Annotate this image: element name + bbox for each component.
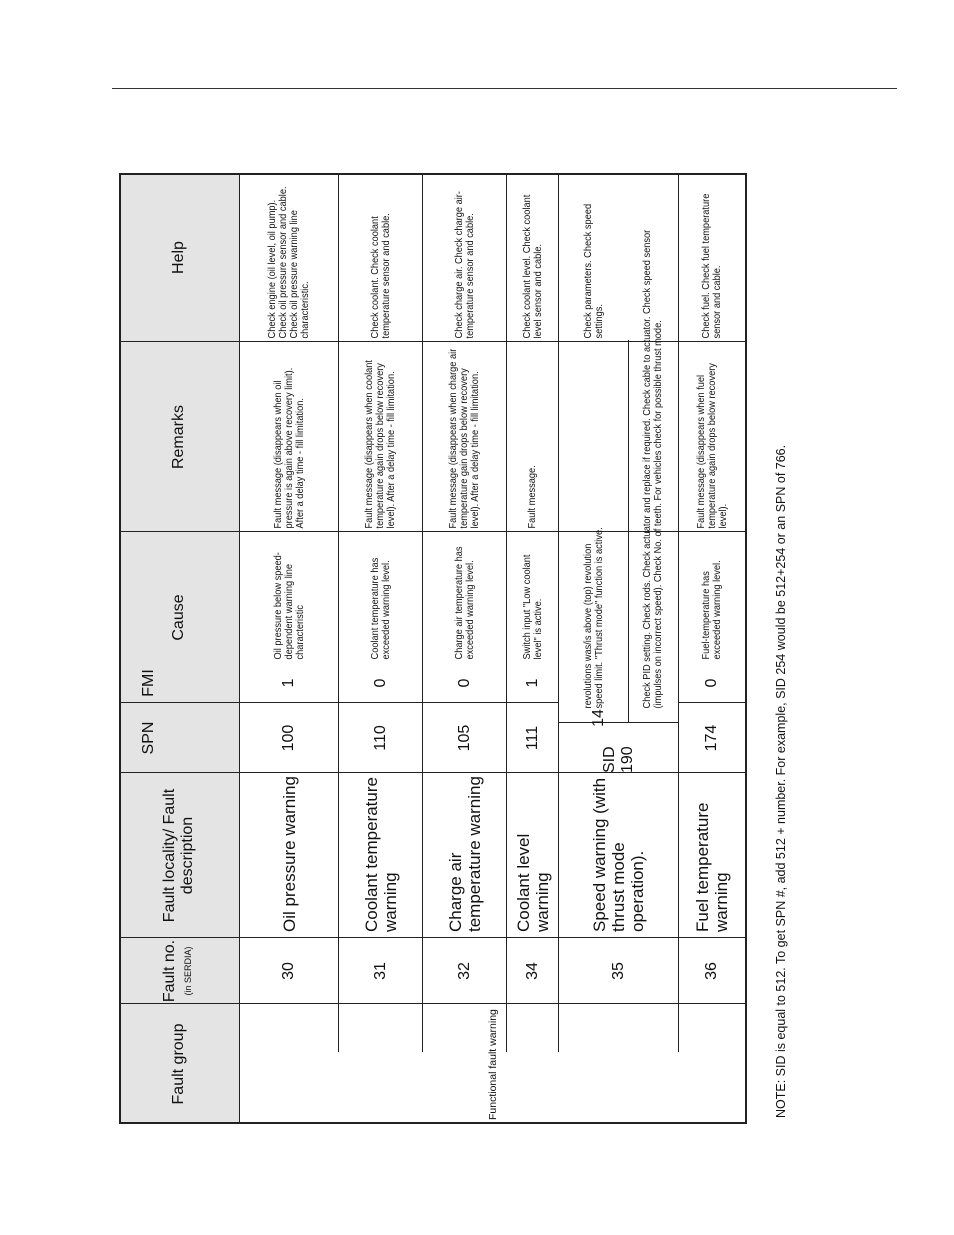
fault-no-36: 36 (703, 962, 720, 980)
fault-desc-34: Coolant level warning (513, 833, 552, 932)
header-fault-description: Fault locality/ Fault description (161, 788, 196, 923)
fault-group-label: Functional fault warning (486, 1009, 499, 1120)
help-30: Check engine (oil level, oil pump). Check oil pressure sensor and cable. Check oil pressure warning line characteristic. (266, 186, 311, 339)
cause-31: Coolant temperature has exceeded warning level. (368, 557, 392, 660)
help-34: Check coolant level. Check coolant level sensor and cable. (520, 194, 544, 339)
help-36: Check fuel. Check fuel temperature sensor and cable. (700, 193, 723, 339)
fault-desc-35: Speed warning (with thrust mode operation). (590, 777, 647, 932)
fault-no-31: 31 (371, 962, 389, 980)
fault-desc-36: Fuel temperature warning (693, 802, 731, 932)
help-35: Check parameters. Check speed settings. (581, 203, 605, 339)
spn-35: SID 190 (600, 746, 636, 773)
corrective-action-35: Check PID setting. Check rods. Check actuator and replace if required. Check cable to actuator. Check speed sensor (impulses on incorrect speed). Check No. of teeth. For vehicles check for possible thrust mode. (641, 229, 664, 709)
footnote: NOTE: SID is equal to 512. To get SPN #, add 512 + number. For example, SID 254 would be 512+254 or an SPN of 766. (774, 444, 788, 1118)
fault-no-32: 32 (455, 962, 473, 980)
fmi-31: 0 (371, 678, 389, 688)
fmi-32: 0 (455, 678, 473, 688)
cause-32: Charge air temperature has exceeded warning level. (452, 546, 476, 660)
remarks-31: Fault message (disappears when coolant temperature again drops below recovery level). After a delay time - fill limitation. (363, 360, 397, 529)
spn-31: 110 (371, 725, 389, 751)
remarks-32: Fault message (disappears when charge air temperature gain drops below recovery level). After a delay time - fill limitation. (447, 348, 481, 529)
fault-no-30: 30 (280, 962, 297, 980)
border-bottom (745, 173, 747, 1124)
fault-desc-30: Oil pressure warning (279, 776, 299, 932)
fault-no-34: 34 (523, 962, 541, 980)
fmi-36: 0 (703, 678, 720, 688)
help-32: Check charge air. Check charge air-temperature sensor and cable. (452, 191, 476, 339)
header-fault-no (119, 938, 239, 1004)
header-help: Help (170, 241, 187, 274)
cause-30: Oil pressure below speed-dependent warning line characteristic (271, 552, 306, 660)
header-spn: SPN (140, 721, 157, 755)
fmi-30: 1 (280, 678, 297, 688)
fault-desc-31: Coolant temperature warning (361, 777, 400, 932)
header-fault-no-label: Fault no. (161, 939, 178, 1003)
remarks-30: Fault message (disappears when oil pressure is again above recovery limit). After a delay time - fill limitation. (271, 367, 306, 529)
header-remarks: Remarks (170, 405, 187, 470)
spn-34: 111 (523, 725, 541, 751)
fault-no-35: 35 (609, 962, 627, 980)
cause-34: Switch input "Low coolant level" is active. (520, 554, 544, 660)
fmi-34: 1 (523, 678, 541, 688)
fault-table (119, 173, 747, 1124)
remarks-35 (559, 345, 628, 532)
remarks-36: Fault message (disappears when fuel temperature again drops below recovery level). (694, 363, 729, 529)
fmi-35: 14 (590, 709, 607, 727)
fault-desc-32: Charge air temperature warning (445, 776, 484, 932)
cause-35: revolutions was/is above (top) revolution speed limit. "Thrust mode" function is active. (581, 527, 605, 709)
remarks-34: Fault message. (526, 465, 538, 529)
fault-table-rotated (119, 173, 747, 1124)
spn-32: 105 (455, 724, 473, 752)
cause-36: Fuel-temperature has exceeded warning level. (700, 560, 723, 660)
spn-30: 100 (280, 724, 297, 752)
header-cause: Cause (170, 594, 187, 641)
header-fault-no-sub: (in SERDIA) (183, 946, 193, 996)
help-31: Check coolant. Check coolant temperature sensor and cable. (368, 213, 392, 339)
header-fault-group: Fault group (170, 1023, 187, 1105)
spn-36: 174 (703, 724, 720, 752)
header-rule (112, 88, 897, 89)
header-fmi: FMI (140, 669, 157, 697)
